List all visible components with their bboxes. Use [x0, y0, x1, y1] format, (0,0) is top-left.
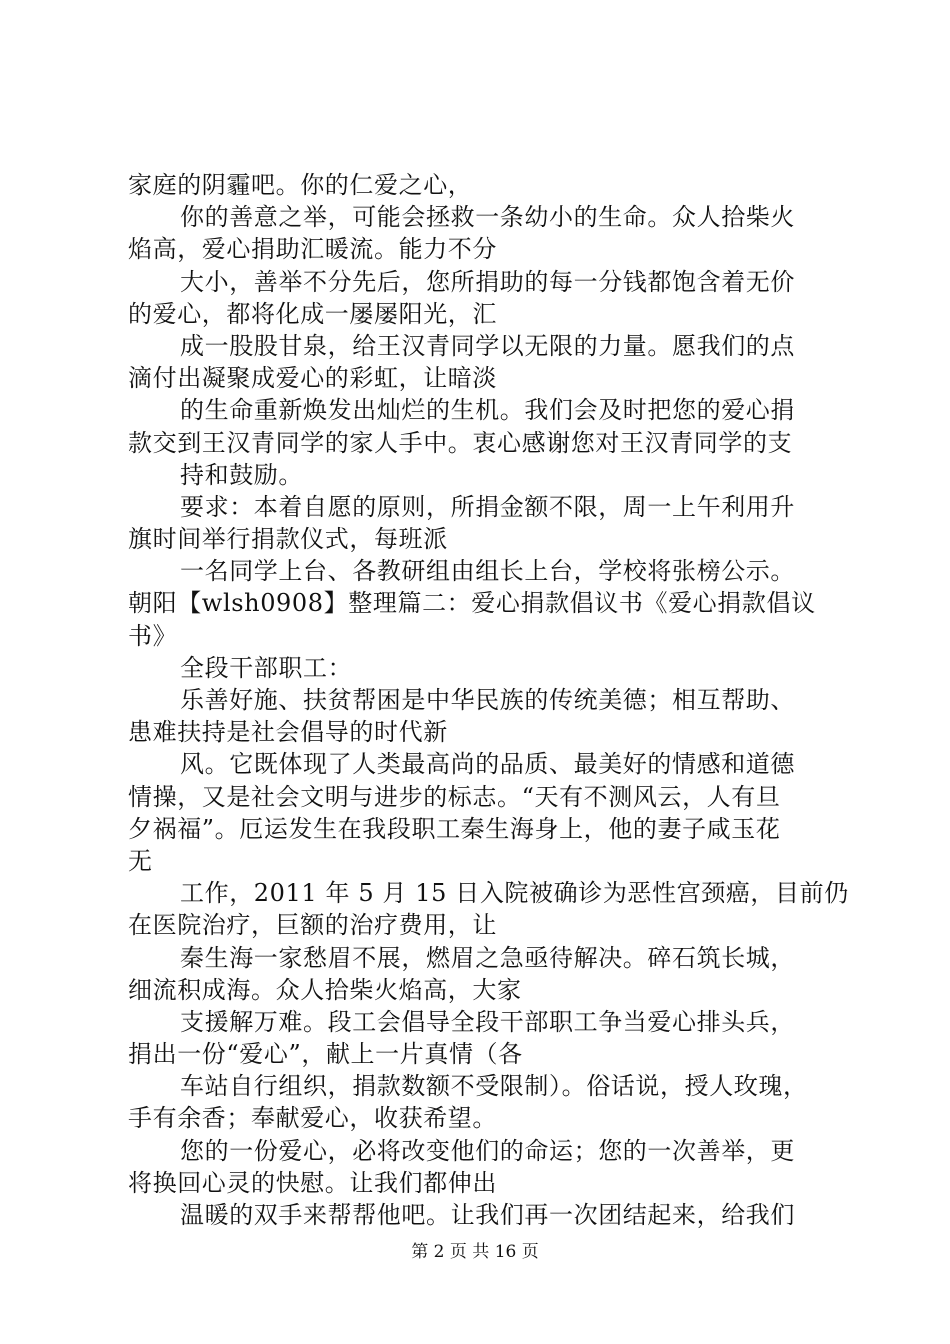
text-line: 的生命重新焕发出灿烂的生机。我们会及时把您的爱心捐 — [180, 396, 795, 425]
text-line: 风。它既体现了人类最高尚的品质、最美好的情感和道德 — [180, 750, 795, 779]
text-line: 手有余香；奉献爱心，收获希望。 — [128, 1104, 497, 1133]
text-line: 旗时间举行捐款仪式，每班派 — [128, 525, 448, 554]
text-line: 大小，善举不分先后，您所捐助的每一分钱都饱含着无价 — [180, 267, 795, 296]
text-line: 将换回心灵的快慰。让我们都伸出 — [128, 1168, 497, 1197]
text-line: 支援解万难。段工会倡导全段干部职工争当爱心排头兵， — [180, 1007, 795, 1036]
text-line: 书》 — [128, 621, 178, 650]
text-line: 你的善意之举，可能会拯救一条幼小的生命。众人拾柴火 — [180, 203, 795, 232]
text-line: 情操，又是社会文明与进步的标志。“天有不测风云，人有旦 — [128, 782, 781, 811]
text-line: 工作，2011 年 5 月 15 日入院被确诊为恶性宫颈癌，目前仍 — [180, 879, 849, 908]
text-line: 要求：本着自愿的原则，所捐金额不限，周一上午利用升 — [180, 492, 795, 521]
text-line: 家庭的阴霾吧。你的仁爱之心， — [128, 171, 473, 199]
text-line: 秦生海一家愁眉不展，燃眉之急亟待解决。碎石筑长城， — [180, 943, 795, 972]
text-line: 夕祸福”。厄运发生在我段职工秦生海身上，他的妻子咸玉花 — [128, 814, 781, 843]
text-line: 持和鼓励。 — [180, 460, 303, 489]
text-line: 乐善好施、扶贫帮困是中华民族的传统美德；相互帮助、 — [180, 686, 795, 714]
text-line: 您的一份爱心，必将改变他们的命运；您的一次善举，更 — [180, 1136, 795, 1165]
text-line: 车站自行组织，捐款数额不受限制）。俗话说，授人玫瑰， — [180, 1072, 808, 1101]
text-line: 款交到王汉青同学的家人手中。衷心感谢您对王汉青同学的支 — [128, 428, 793, 457]
document-body — [128, 169, 849, 1231]
text-line: 成一股股甘泉，给王汉青同学以无限的力量。愿我们的点 — [180, 331, 795, 360]
text-line: 的爱心，都将化成一屡屡阳光，汇 — [128, 299, 497, 328]
text-line: 捐出一份“爱心”，献上一片真情（各 — [128, 1040, 523, 1069]
text-line: 在医院治疗，巨额的治疗费用，让 — [128, 911, 497, 940]
text-line: 滴付出凝聚成爱心的彩虹，让暗淡 — [128, 364, 497, 393]
text-line: 一名同学上台、各教研组由组长上台，学校将张榜公示。 — [180, 557, 795, 586]
text-line: 温暖的双手来帮帮他吧。让我们再一次团结起来，给我们 — [180, 1201, 795, 1229]
text-line: 患难扶持是社会倡导的时代新 — [128, 718, 448, 747]
text-line: 全段干部职工： — [180, 653, 353, 682]
text-line: 无 — [128, 846, 153, 875]
page-number-footer: 第 2 页 共 16 页 — [411, 1242, 539, 1262]
text-line: 细流积成海。众人拾柴火焰高，大家 — [128, 975, 522, 1004]
text-line: 朝阳【wlsh0908】整理篇二：爱心捐款倡议书《爱心捐款倡议 — [128, 589, 816, 618]
text-line: 焰高，爱心捐助汇暖流。能力不分 — [128, 235, 497, 264]
